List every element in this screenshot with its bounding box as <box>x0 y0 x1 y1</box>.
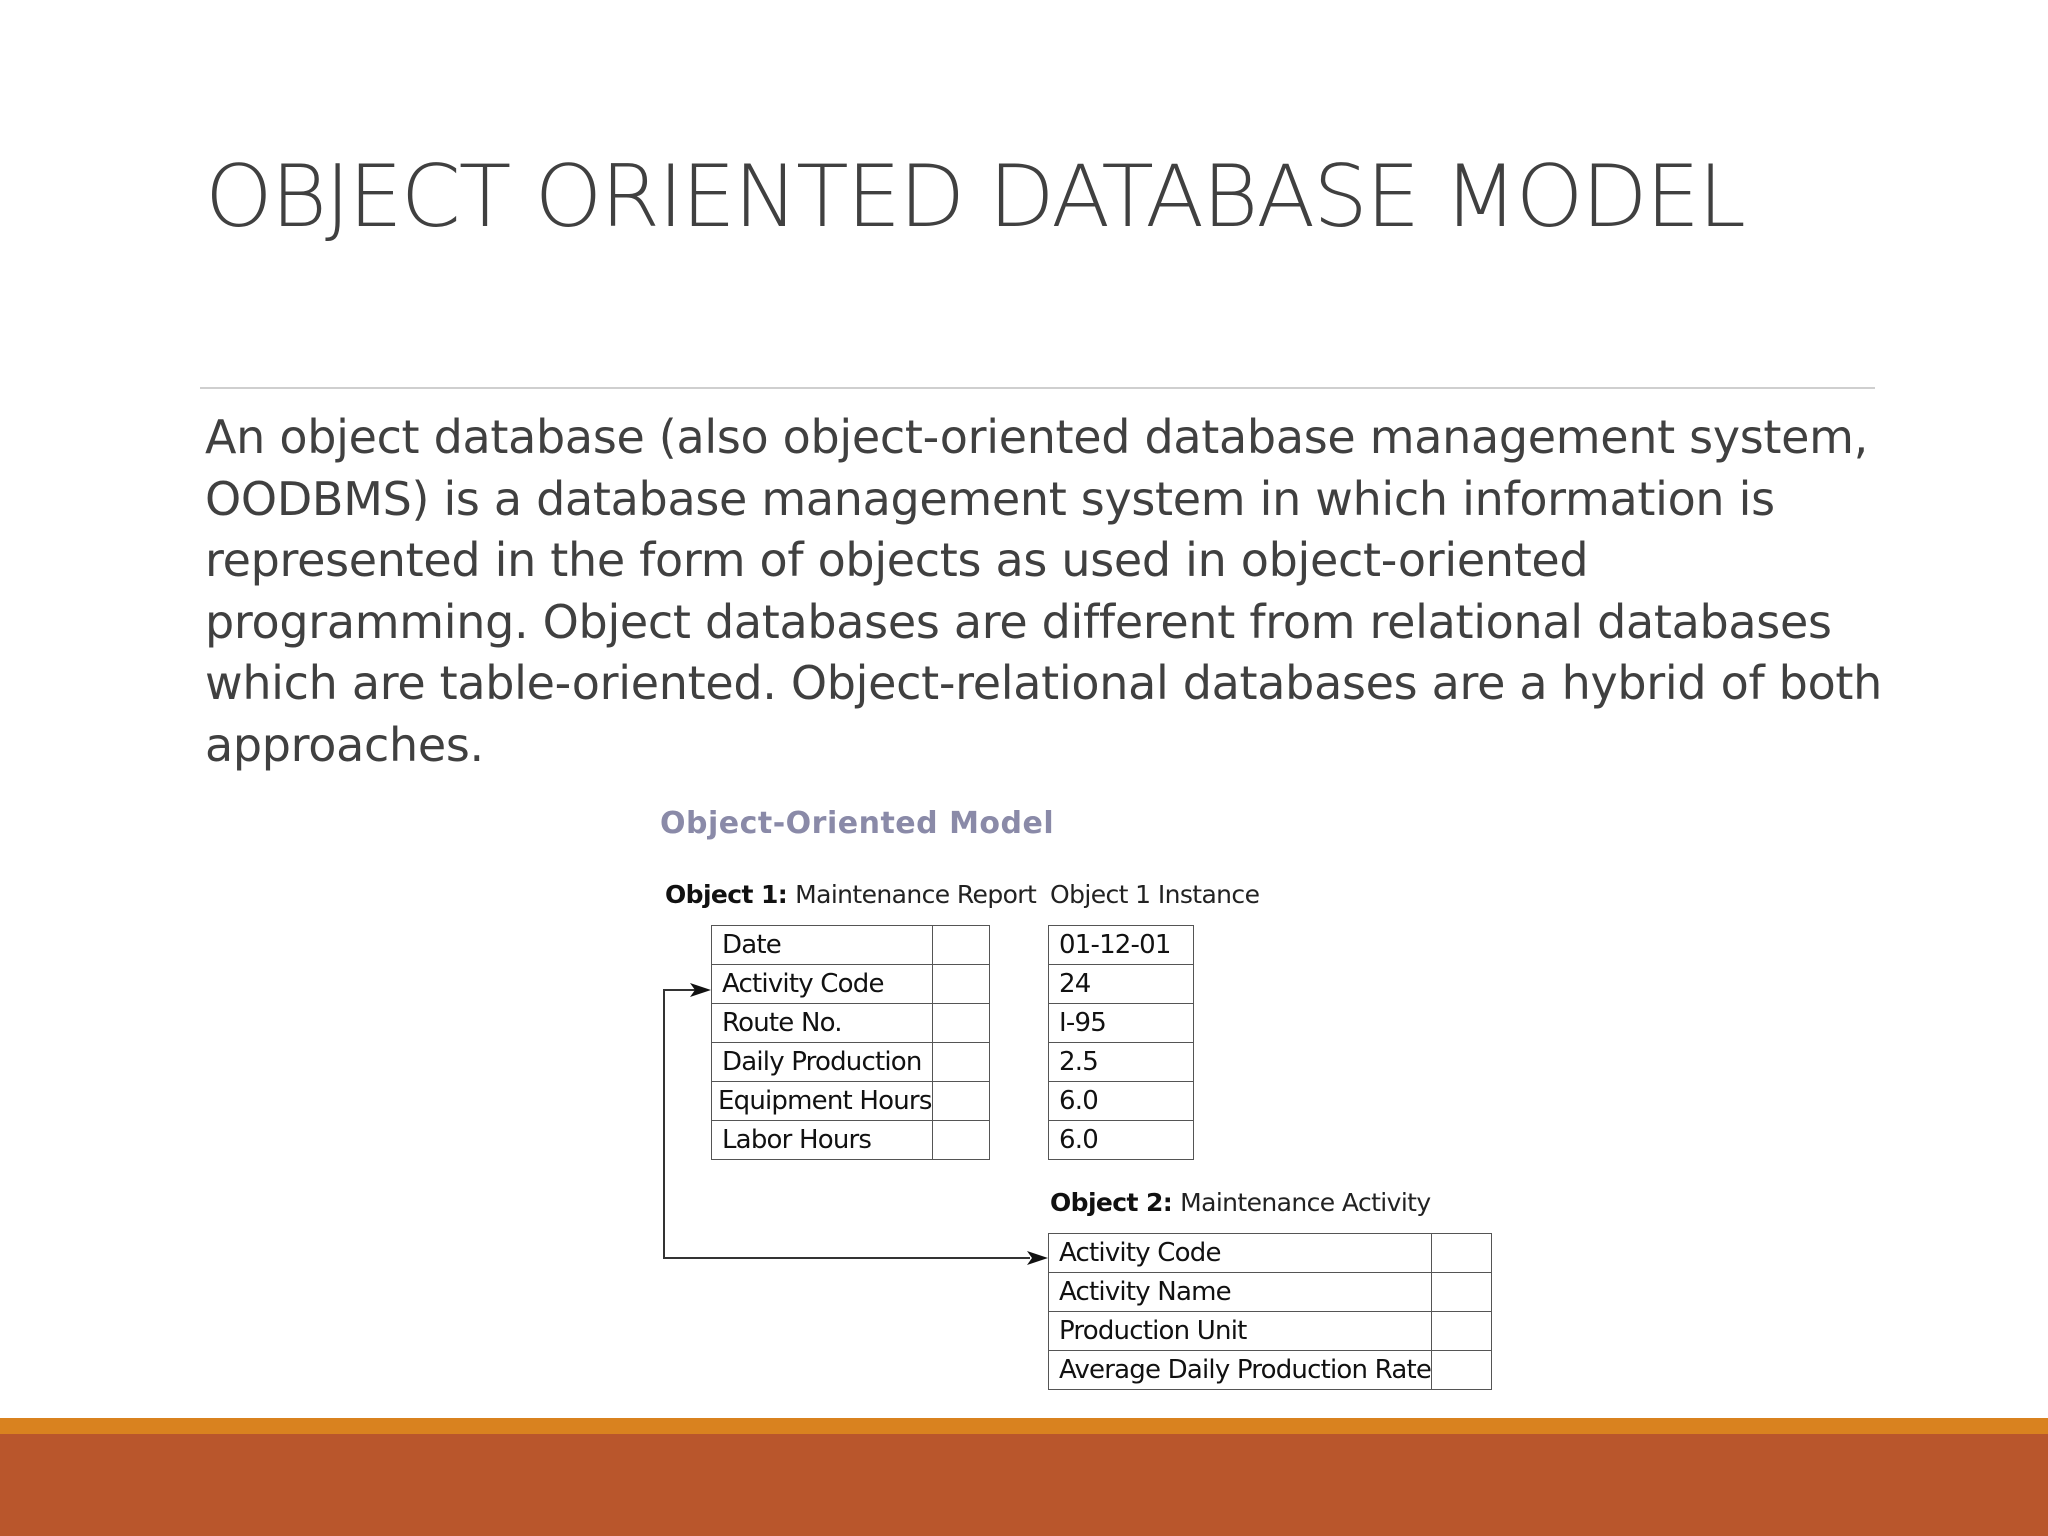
object2-label: Object 2: <box>1050 1188 1173 1217</box>
object1-field: Route No. <box>712 1004 933 1043</box>
object1-field: Date <box>712 926 933 965</box>
object2-field: Production Unit <box>1049 1312 1432 1351</box>
object1-label: Object 1: <box>665 880 788 909</box>
instance-value: 6.0 <box>1049 1121 1194 1160</box>
footer-band <box>0 1434 2048 1536</box>
slide-title: OBJECT ORIENTED DATABASE MODEL <box>205 147 1744 247</box>
arrowhead-icon <box>1027 1251 1048 1265</box>
object1-name: Maintenance Report <box>795 880 1037 909</box>
object2-field: Activity Name <box>1049 1273 1432 1312</box>
instance-value: 6.0 <box>1049 1082 1194 1121</box>
object1-field: Activity Code <box>712 965 933 1004</box>
slide-body-text: An object database (also object-oriented database management system, OODBMS) is a database management system in which information is represented in the form of objects as used in object-oriented programming. Object databases are different from relational databases which are table-oriented. Object-relational databases are a hybrid of both approaches. <box>205 410 1883 772</box>
instance-value: 24 <box>1049 965 1194 1004</box>
connector-line <box>664 990 1030 1258</box>
object2-field: Activity Code <box>1049 1234 1432 1273</box>
object1-field: Daily Production <box>712 1043 933 1082</box>
object1-field: Equipment Hours <box>712 1082 933 1121</box>
object2-field: Average Daily Production Rate <box>1049 1351 1432 1390</box>
object1-field: Labor Hours <box>712 1121 933 1160</box>
instance-value: 01-12-01 <box>1049 926 1194 965</box>
instance-caption: Object 1 Instance <box>1050 880 1260 909</box>
instance-value: 2.5 <box>1049 1043 1194 1082</box>
footer-accent-bar <box>0 1418 2048 1434</box>
instance-value: I-95 <box>1049 1004 1194 1043</box>
diagram-title: Object-Oriented Model <box>660 806 1055 841</box>
object2-name: Maintenance Activity <box>1180 1188 1431 1217</box>
